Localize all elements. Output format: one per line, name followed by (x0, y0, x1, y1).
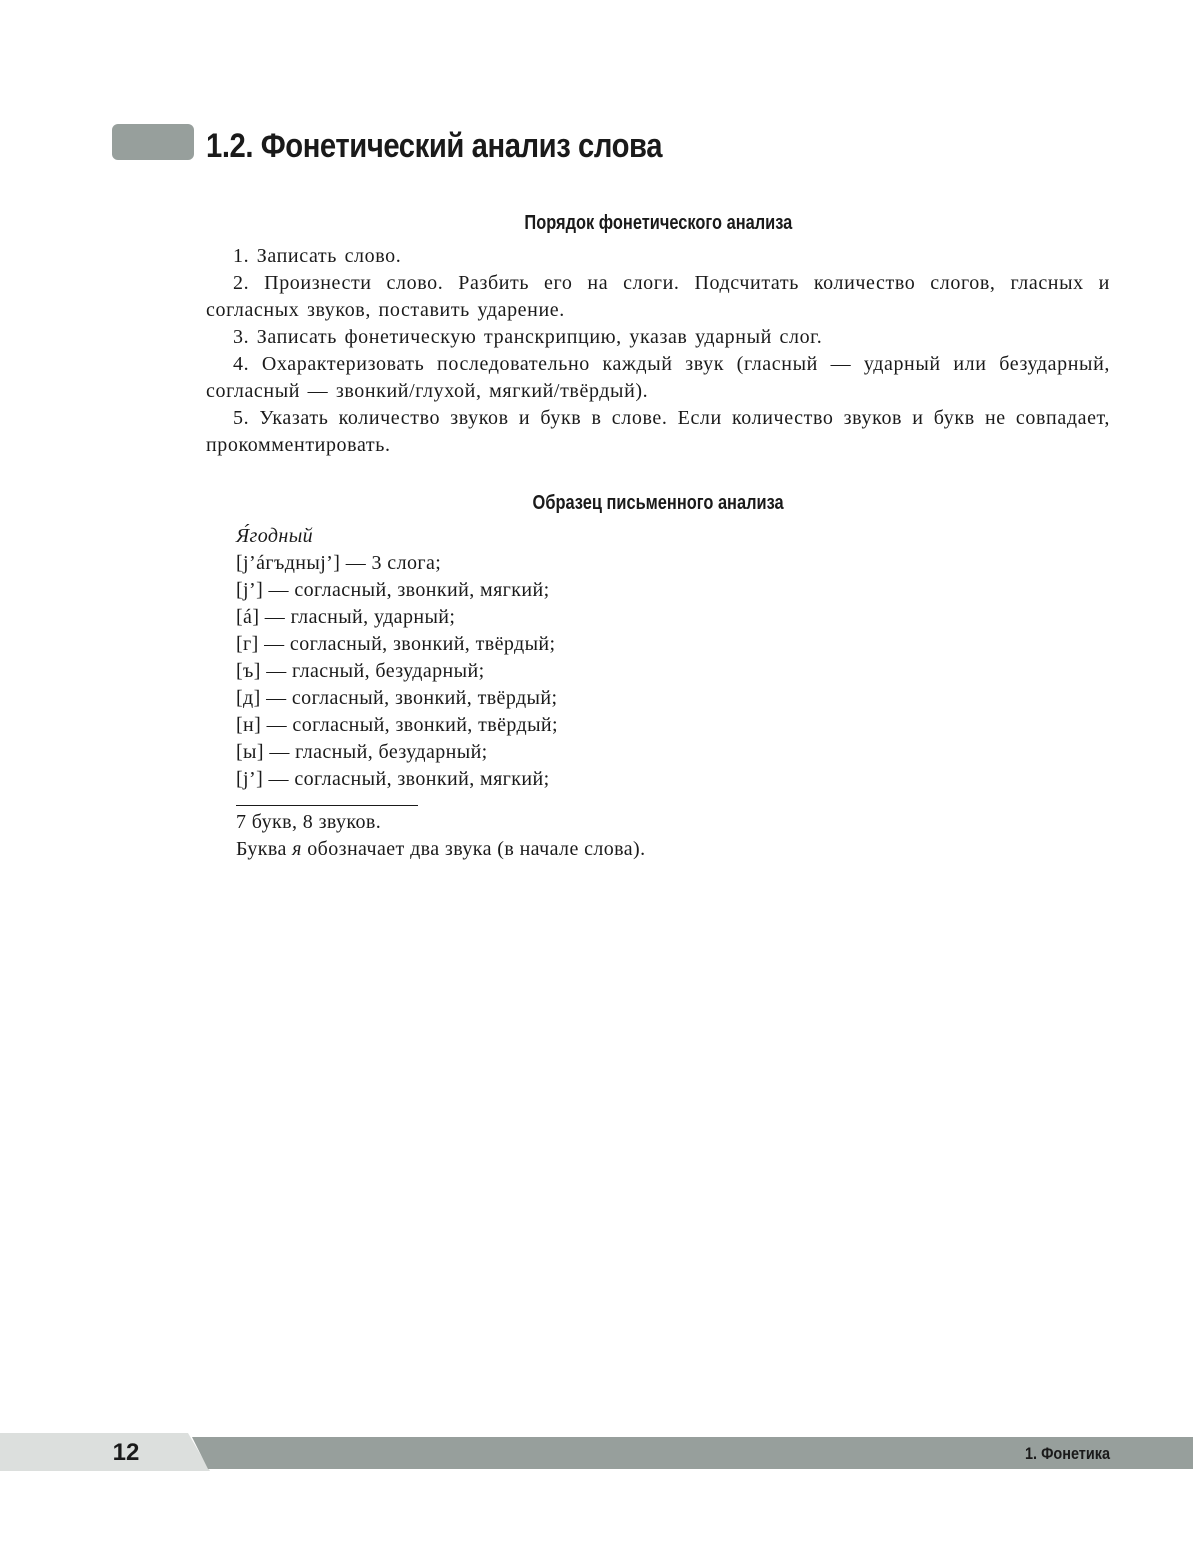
procedure-step: 4. Охарактеризовать последовательно каждый звук (гласный — ударный или безударный, согласный — звонкий/глухой, мягкий/твёрдый). (206, 353, 1110, 402)
procedure-heading: Порядок фонетического анализа (524, 212, 792, 234)
chapter-tab-marker (112, 124, 194, 160)
sound-line: [д] — согласный, звонкий, твёрдый; (236, 687, 558, 709)
sound-line: [á] — гласный, ударный; (236, 606, 456, 628)
procedure-step: 1. Записать слово. (233, 245, 402, 267)
procedure-step: 3. Записать фонетическую транскрипцию, указав ударный слог. (233, 326, 823, 348)
sound-line: [j’] — согласный, звонкий, мягкий; (236, 768, 550, 790)
sample-word: Я́годный (236, 525, 314, 547)
note-text-before: Буква (236, 838, 293, 860)
sound-line: [г] — согласный, звонкий, твёрдый; (236, 633, 556, 655)
sound-line: [ъ] — гласный, безударный; (236, 660, 485, 682)
chapter-title: 1.2. Фонетический анализ слова (206, 127, 663, 165)
page-number: 12 (112, 1439, 140, 1466)
sound-line: [ы] — гласный, безударный; (236, 741, 488, 763)
sound-line: [н] — согласный, звонкий, твёрдый; (236, 714, 558, 736)
summary-divider (236, 805, 418, 806)
sample-note (236, 836, 996, 863)
footer-section-title: 1. Фонетика (1024, 1444, 1110, 1463)
procedure-step: 2. Произнести слово. Разбить его на слоги. Подсчитать количество слогов, гласных и согласных звуков, поставить ударение. (206, 272, 1110, 321)
procedure-step: 5. Указать количество звуков и букв в слове. Если количество звуков и букв не совпадает, прокомментировать. (206, 407, 1110, 456)
procedure-steps (206, 243, 1110, 459)
sample-transcription: [j’áгъдныj’] — 3 слога; (236, 552, 442, 574)
sample-analysis (236, 523, 996, 863)
note-letter: я (292, 838, 302, 860)
sample-heading: Образец письменного анализа (532, 492, 784, 514)
note-text-after: обозначает два звука (в начале слова). (301, 838, 646, 860)
sample-summary: 7 букв, 8 звуков. (236, 811, 382, 833)
sound-line: [j’] — согласный, звонкий, мягкий; (236, 579, 550, 601)
